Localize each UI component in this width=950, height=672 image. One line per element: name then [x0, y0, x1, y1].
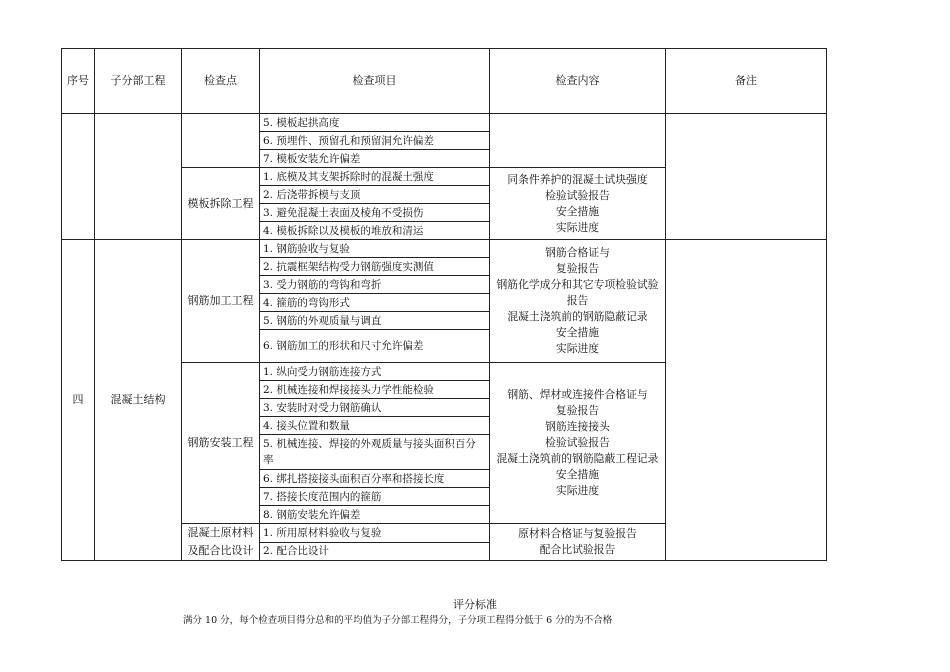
content-formwork-removal: [490, 168, 666, 240]
content-line: 复验报告: [555, 262, 600, 275]
check-item: 2. 抗震框架结构受力钢筋强度实测值: [260, 258, 490, 276]
check-item: 7. 模板安装允许偏差: [260, 150, 490, 168]
header-item: 检查项目: [260, 49, 490, 114]
remark-cell: [666, 240, 827, 561]
header-subproject: 子分部工程: [95, 49, 182, 114]
header-checkpoint: 检查点: [182, 49, 260, 114]
content-line: 混凝土浇筑前的钢筋隐蔽记录: [507, 310, 648, 323]
content-line: 安全措施: [555, 468, 600, 481]
content-concrete-materials: [490, 524, 666, 561]
check-item: 3. 安装时对受力钢筋确认: [260, 399, 490, 417]
checkpoint-rebar-installation: 钢筋安装工程: [182, 363, 260, 524]
scoring-standard-title: 评分标准: [453, 598, 497, 611]
check-item: 1. 纵向受力钢筋连接方式: [260, 363, 490, 381]
check-item: 2. 后浇带拆模与支顶: [260, 186, 490, 204]
check-item: 8. 钢筋安装允许偏差: [260, 506, 490, 524]
content-line: 混凝土浇筑前的钢筋隐蔽工程记录: [496, 452, 659, 465]
check-item: 4. 模板拆除以及模板的堆放和清运: [260, 222, 490, 240]
content-line: 安全措施: [555, 204, 600, 218]
header-remark: 备注: [666, 49, 827, 114]
table-row: [62, 114, 827, 132]
content-line: 同条件养护的混凝土试块强度: [507, 172, 648, 186]
checkpoint-cell-empty: [182, 114, 260, 168]
header-row: [62, 49, 827, 114]
subproject-concrete: 混凝土结构: [95, 240, 182, 561]
subproject-cell-empty: [95, 114, 182, 240]
check-item: 1. 底模及其支架拆除时的混凝土强度: [260, 168, 490, 186]
content-line: 钢筋合格证与: [545, 246, 610, 259]
content-line: 配合比试验报告: [539, 543, 616, 556]
content-cell-empty: [490, 114, 666, 168]
check-item: 2. 机械连接和焊接接头力学性能检验: [260, 381, 490, 399]
check-item: 2. 配合比设计: [260, 542, 490, 561]
check-item: 6. 预埋件、预留孔和预留洞允许偏差: [260, 132, 490, 150]
header-seq: 序号: [62, 49, 95, 114]
check-item: 6. 钢筋加工的形状和尺寸允许偏差: [260, 330, 490, 363]
content-line: 原材料合格证与复验报告: [518, 527, 637, 540]
check-item: 5. 机械连接、焊接的外观质量与接头面积百分率: [260, 435, 490, 470]
content-line: 钢筋连接接头: [545, 420, 610, 433]
check-item: 5. 钢筋的外观质量与调直: [260, 312, 490, 330]
content-rebar-processing: [490, 240, 666, 363]
check-item: 6. 绑扎搭接接头面积百分率和搭接长度: [260, 470, 490, 488]
check-item: 3. 避免混凝土表面及棱角不受损伤: [260, 204, 490, 222]
check-item: 1. 钢筋验收与复验: [260, 240, 490, 258]
scoring-standard-note: 满分 10 分，每个检查项目得分总和的平均值为子分部工程得分，子分项工程得分低于 6 分的为不合格: [183, 615, 613, 626]
check-item: 5. 模板起拱高度: [260, 114, 490, 132]
content-line: 实际进度: [555, 220, 600, 234]
content-line: 钢筋化学成分和其它专项检验试验报告: [496, 278, 659, 307]
content-line: 安全措施: [555, 326, 600, 339]
check-item: 4. 箍筋的弯钩形式: [260, 294, 490, 312]
content-line: 检验试验报告: [545, 436, 610, 449]
content-line: 检验试验报告: [545, 188, 610, 202]
checkpoint-formwork-removal: 模板拆除工程: [182, 168, 260, 240]
table-row: [62, 240, 827, 258]
content-line: 实际进度: [555, 342, 600, 355]
content-line: 钢筋、焊材或连接件合格证与: [507, 388, 648, 401]
checkpoint-concrete-materials: 混凝土原材料及配合比设计: [182, 524, 260, 561]
content-rebar-installation: [490, 363, 666, 524]
check-item: 1. 所用原材料验收与复验: [260, 524, 490, 543]
checkpoint-rebar-processing: 钢筋加工工程: [182, 240, 260, 363]
remark-cell: [666, 114, 827, 240]
seq-cell-empty: [62, 114, 95, 240]
check-item: 3. 受力钢筋的弯钩和弯折: [260, 276, 490, 294]
content-line: 实际进度: [555, 484, 600, 497]
inspection-table: [61, 48, 827, 561]
seq-four: 四: [62, 240, 95, 561]
content-line: 复验报告: [555, 404, 600, 417]
check-item: 4. 接头位置和数量: [260, 417, 490, 435]
check-item: 7. 搭接长度范围内的箍筋: [260, 488, 490, 506]
header-content: 检查内容: [490, 49, 666, 114]
